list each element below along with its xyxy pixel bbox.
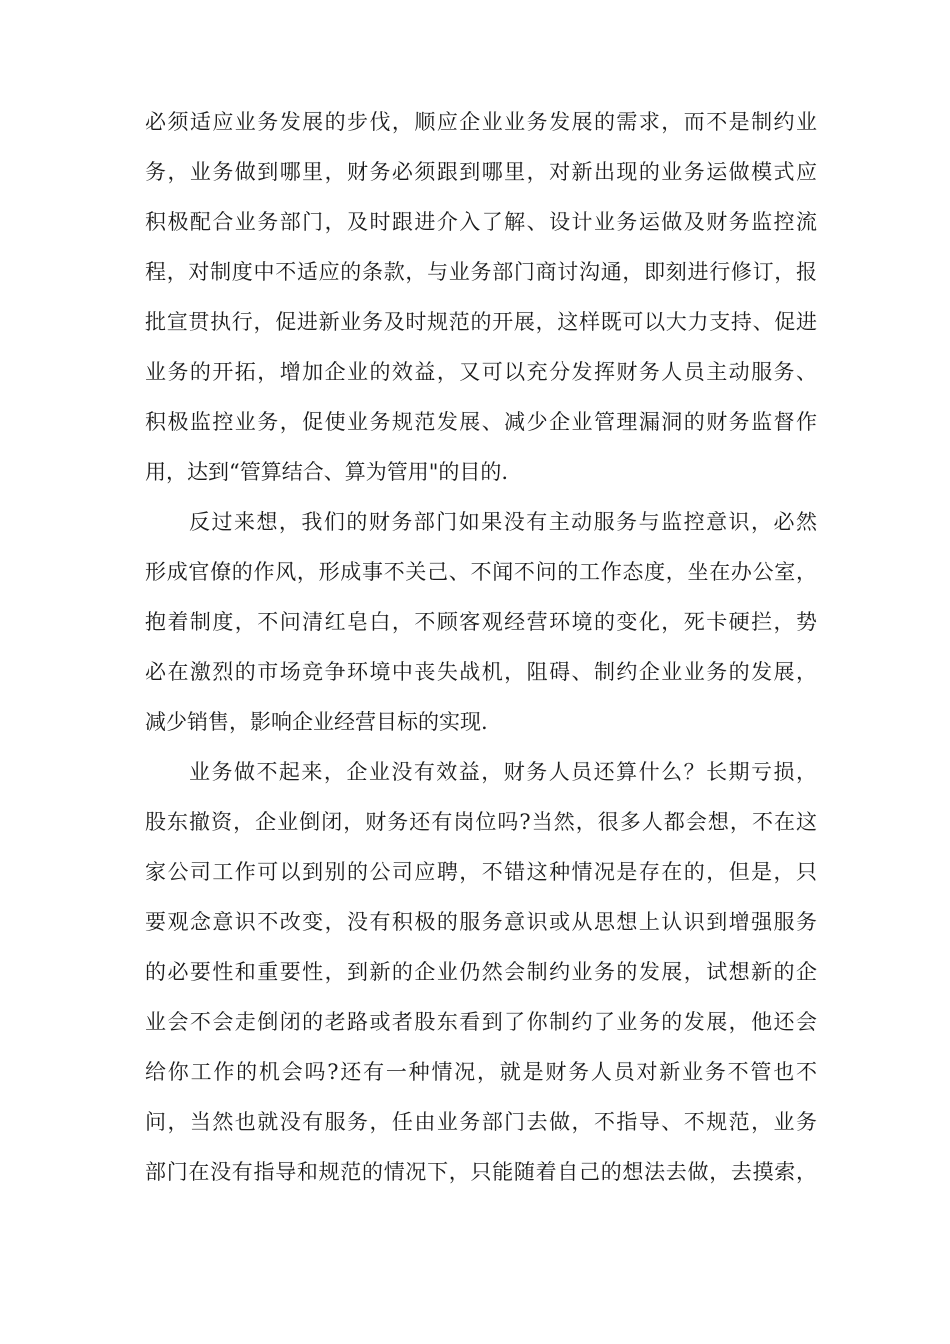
text-line: 减少销售，影响企业经营目标的实现. [145,710,488,734]
text-line: 业务做不起来，企业没有效益，财务人员还算什么？长期亏损， [189,760,817,784]
text-line: 务，业务做到哪里，财务必须跟到哪里，对新出现的业务运做模式应 [145,160,817,184]
text-line: 要观念意识不改变，没有积极的服务意识或从思想上认识到增强服务 [145,910,817,934]
text-line: 给你工作的机会吗?还有一种情况，就是财务人员对新业务不管也不 [145,1060,817,1084]
text-line: 业务的开拓，增加企业的效益，又可以充分发挥财务人员主动服务、 [145,360,817,384]
text-line: 家公司工作可以到别的公司应聘，不错这种情况是存在的，但是，只 [145,860,817,884]
text-line: 批宣贯执行，促进新业务及时规范的开展，这样既可以大力支持、促进 [145,310,817,334]
text-line: 程，对制度中不适应的条款，与业务部门商讨沟通，即刻进行修订，报 [145,260,817,284]
text-line: 的必要性和重要性，到新的企业仍然会制约业务的发展，试想新的企 [145,960,817,984]
text-line: 形成官僚的作风，形成事不关己、不闻不问的工作态度，坐在办公室， [145,560,817,584]
text-line: 必须适应业务发展的步伐，顺应企业业务发展的需求，而不是制约业 [145,110,817,134]
text-line: 股东撤资，企业倒闭，财务还有岗位吗?当然，很多人都会想，不在这 [145,810,817,834]
text-line: 问，当然也就没有服务，任由业务部门去做，不指导、不规范，业务 [145,1110,817,1134]
text-line: 反过来想，我们的财务部门如果没有主动服务与监控意识，必然 [189,510,817,534]
text-line: 抱着制度，不问清红皂白，不顾客观经营环境的变化，死卡硬拦，势 [145,610,817,634]
text-line: 用，达到“管算结合、算为管用"的目的. [145,460,509,484]
text-line: 积极监控业务，促使业务规范发展、减少企业管理漏洞的财务监督作 [145,410,817,434]
text-line: 部门在没有指导和规范的情况下，只能随着自己的想法去做，去摸索， [145,1160,817,1184]
text-line: 积极配合业务部门，及时跟进介入了解、设计业务运做及财务监控流 [145,210,817,234]
text-line: 必在激烈的市场竞争环境中丧失战机，阻碍、制约企业业务的发展， [145,660,817,684]
text-line: 业会不会走倒闭的老路或者股东看到了你制约了业务的发展，他还会 [145,1010,817,1034]
